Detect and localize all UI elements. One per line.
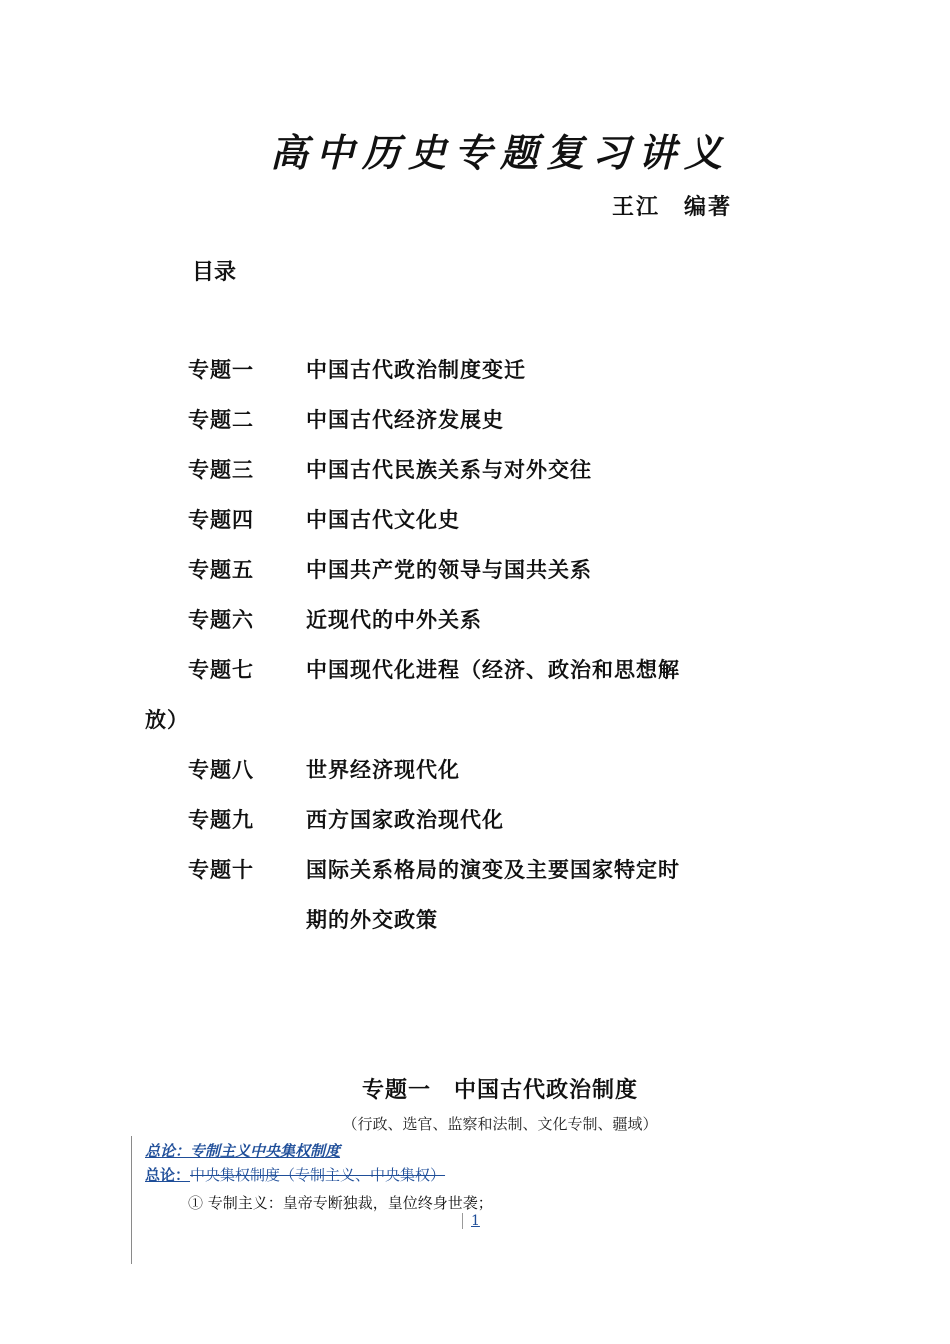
toc-item-number: 专题六 <box>188 608 254 632</box>
author-line: 王江 编著 <box>612 195 733 220</box>
toc-item-number: 专题十 <box>188 858 254 882</box>
revision-inserted-text: 总论：专制主义中央集权制度 <box>145 1142 341 1160</box>
toc-item-number: 专题四 <box>188 508 254 532</box>
toc-item-title: 近现代的中外关系 <box>306 608 482 632</box>
change-bar <box>131 1136 132 1264</box>
toc-item <box>188 754 460 784</box>
toc-item <box>188 404 504 434</box>
page-number: 1 <box>462 1213 480 1229</box>
toc-item <box>188 454 592 484</box>
toc-heading: 目录 <box>192 260 237 285</box>
toc-item-title: 中国共产党的领导与国共关系 <box>306 558 592 582</box>
toc-item-number: 专题一 <box>188 358 254 382</box>
toc-item-title: 西方国家政治现代化 <box>306 808 504 832</box>
toc-item-continuation: 放） <box>145 708 189 732</box>
toc-item <box>188 604 482 634</box>
toc-item <box>188 354 526 384</box>
toc-item-title: 中国古代政治制度变迁 <box>306 358 526 382</box>
body-point: ① 专制主义：皇帝专断独裁，皇位终身世袭； <box>188 1194 493 1212</box>
revision-deleted-text: 中央集权制度（专制主义、中央集权） <box>190 1166 446 1184</box>
section-subtitle: （行政、选官、监察和法制、文化专制、疆域） <box>342 1115 658 1133</box>
toc-item-number: 专题二 <box>188 408 254 432</box>
toc-item <box>188 804 504 834</box>
toc-item-title: 中国现代化进程（经济、政治和思想解 <box>306 658 680 682</box>
toc-item-number: 专题九 <box>188 808 254 832</box>
toc-item-number: 专题五 <box>188 558 254 582</box>
toc-item <box>188 654 680 684</box>
revision-deleted-line <box>145 1164 445 1185</box>
section-title: 专题一 中国古代政治制度 <box>361 1078 638 1103</box>
toc-item <box>188 554 592 584</box>
toc-item-continuation: 期的外交政策 <box>306 908 438 932</box>
toc-item-number: 专题三 <box>188 458 254 482</box>
document-title: 高中历史专题复习讲义 <box>269 130 730 175</box>
toc-item <box>188 504 460 534</box>
toc-item-title: 中国古代文化史 <box>306 508 460 532</box>
toc-item-title: 世界经济现代化 <box>306 758 460 782</box>
toc-item-number: 专题七 <box>188 658 254 682</box>
toc-item <box>188 854 680 884</box>
toc-item-title: 国际关系格局的演变及主要国家特定时 <box>306 858 680 882</box>
revision-label: 总论： <box>145 1166 191 1184</box>
toc-item-title: 中国古代民族关系与对外交往 <box>306 458 592 482</box>
toc-item-title: 中国古代经济发展史 <box>306 408 504 432</box>
toc-item-number: 专题八 <box>188 758 254 782</box>
